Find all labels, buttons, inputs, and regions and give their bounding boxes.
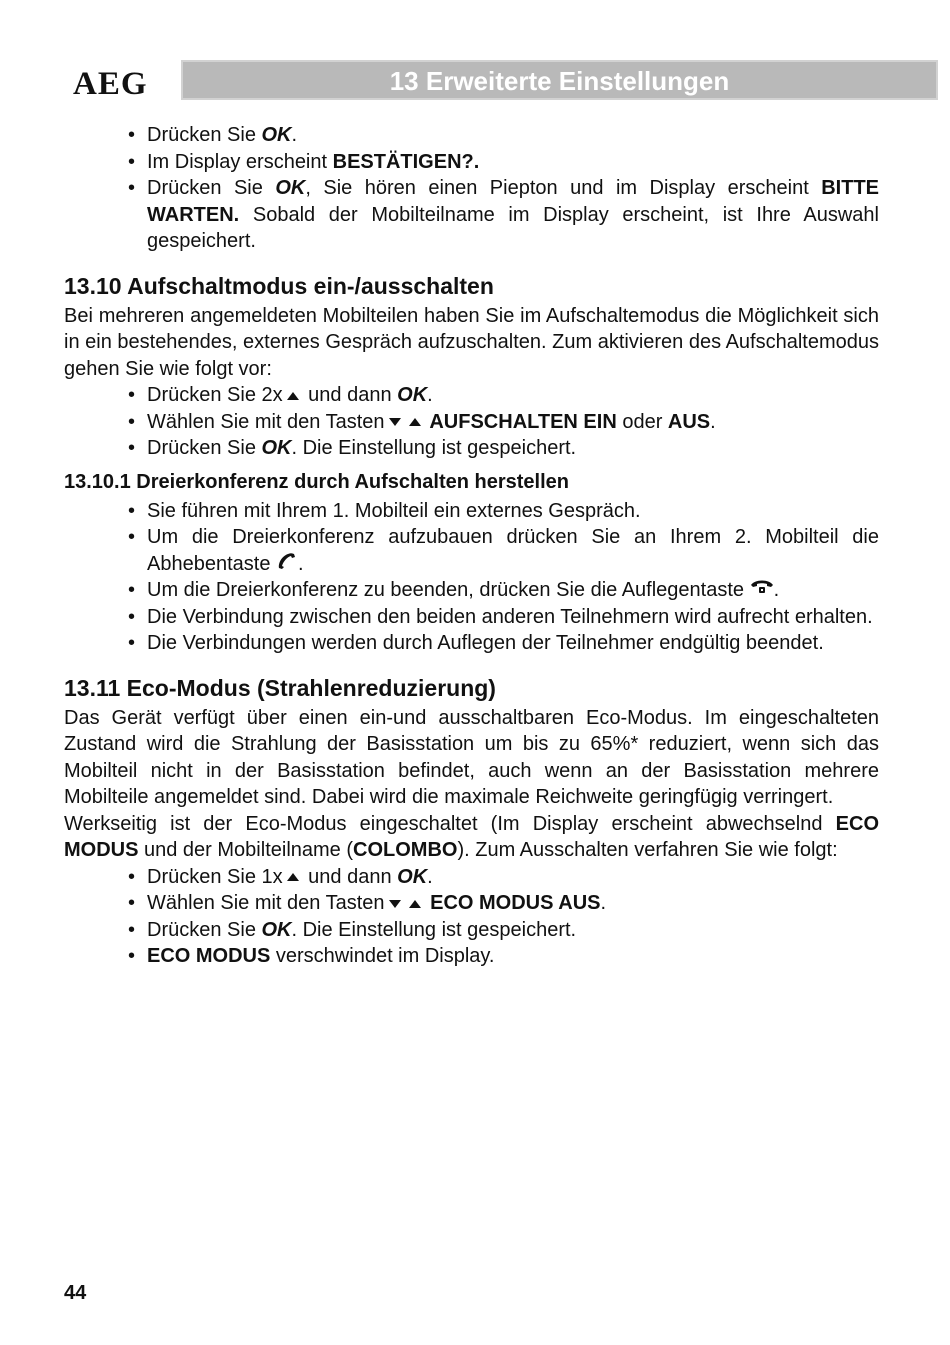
list-item: • Um die Dreierkonferenz aufzubauen drücken Sie an Ihrem 2. Mobilteil die Abhebentaste . <box>147 524 879 577</box>
list-item: • Die Verbindung zwischen den beiden anderen Teilnehmern wird aufrecht erhalten. <box>147 604 879 631</box>
pickup-handset-icon <box>276 552 298 570</box>
hangup-handset-icon <box>750 578 774 596</box>
page-content <box>64 122 879 970</box>
section-heading: 13.11 Eco-Modus (Strahlenreduzierung) <box>64 674 496 701</box>
list-item: • ECO MODUS verschwindet im Display. <box>147 943 879 970</box>
list-item: • Drücken Sie OK, Sie hören einen Piepton und im Display erscheint BITTE WARTEN. Sobald der Mobilteilname im Display erscheint, ist Ihre Auswahl gespeichert. <box>147 175 879 255</box>
list-item: • Drücken Sie OK. <box>147 122 879 149</box>
list-item: • Wählen Sie mit den Tasten AUFSCHALTEN EIN oder AUS. <box>147 409 879 436</box>
list-item: • Drücken Sie OK. Die Einstellung ist gespeichert. <box>147 435 879 462</box>
list-item: • Sie führen mit Ihrem 1. Mobilteil ein externes Gespräch. <box>147 498 879 525</box>
up-arrow-key-icon <box>408 899 422 909</box>
brand-logo: AEG <box>73 66 148 102</box>
list-item: • Im Display erscheint BESTÄTIGEN?. <box>147 149 879 176</box>
intro-steps-list <box>64 122 879 255</box>
subsection-heading: 13.10.1 Dreierkonferenz durch Aufschalten herstellen <box>64 470 569 493</box>
list-item: • Drücken Sie 2x und dann OK. <box>147 382 879 409</box>
up-arrow-key-icon <box>286 872 300 882</box>
up-arrow-key-icon <box>286 391 300 401</box>
konferenz-steps-list <box>64 498 879 657</box>
list-item: • Drücken Sie OK. Die Einstellung ist gespeichert. <box>147 917 879 944</box>
up-arrow-key-icon <box>408 417 422 427</box>
section-heading: 13.10 Aufschaltmodus ein-/ausschalten <box>64 272 494 299</box>
list-item: • Die Verbindungen werden durch Auflegen der Teilnehmer endgültig beendet. <box>147 630 879 657</box>
section-paragraph: Bei mehreren angemeldeten Mobilteilen haben Sie im Aufschaltemodus die Möglichkeit sich in ein bestehendes, externes Gespräch aufzuschalten. Zum aktivieren des Aufschaltemodus gehen Sie wie folgt vor: <box>64 304 879 380</box>
eco-steps-list <box>64 864 879 970</box>
list-item: • Wählen Sie mit den Tasten ECO MODUS AUS. <box>147 890 879 917</box>
chapter-header-bar <box>181 60 938 100</box>
page-number: 44 <box>64 1282 87 1304</box>
list-item: • Drücken Sie 1x und dann OK. <box>147 864 879 891</box>
section-paragraph: Werkseitig ist der Eco-Modus eingeschaltet (Im Display erscheint abwechselnd ECO MODUS und der Mobilteilname (COLOMBO). Zum Ausschalten verfahren Sie wie folgt: <box>64 812 879 861</box>
down-arrow-key-icon <box>388 899 402 909</box>
list-item: • Um die Dreierkonferenz zu beenden, drücken Sie die Auflegentaste . <box>147 577 879 604</box>
down-arrow-key-icon <box>388 417 402 427</box>
section-paragraph: Das Gerät verfügt über einen ein-und ausschaltbaren Eco-Modus. Im eingeschalteten Zustand wird die Strahlung der Basisstation um bis zu 65%* reduziert, wenn sich das Mobilteil nicht in der Basisstation befindet, auch wenn an der Basisstation mehrere Mobilteile angemeldet sind. Dabei wird die maximale Reichweite geringfügig verringert. <box>64 706 879 808</box>
chapter-title: 13 Erweiterte Einstellungen <box>389 66 730 96</box>
aufschalt-steps-list <box>64 382 879 462</box>
